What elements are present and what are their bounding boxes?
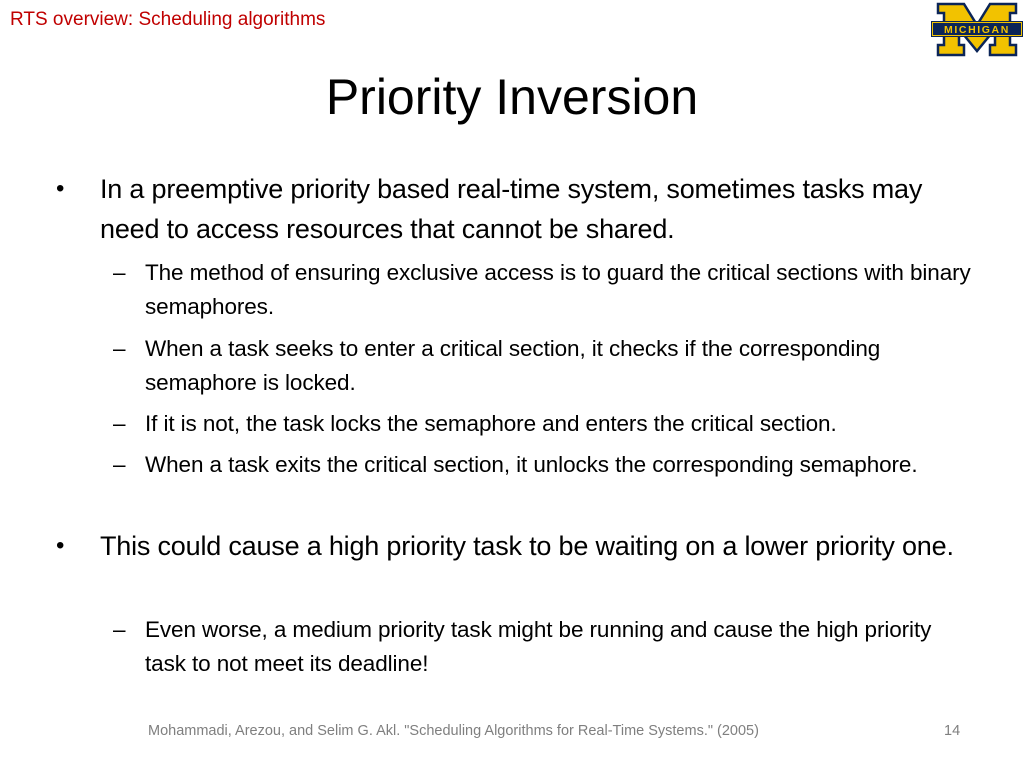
sub-bullet-1-1 [113, 256, 975, 324]
sub-bullet-dash: – [113, 452, 126, 477]
slide-title: Priority Inversion [325, 69, 699, 125]
section-header: RTS overview: Scheduling algorithms [10, 9, 326, 30]
page-number: 14 [944, 723, 961, 739]
sub-bullet-1-4-text: When a task exits the critical section, it unlocks the corresponding semaphore. [145, 452, 918, 477]
bullet-1-text: In a preemptive priority based real-time system, sometimes tasks may need to access resources that cannot be shared. [100, 174, 923, 244]
bullet-dot: • [56, 532, 65, 559]
sub-bullet-dash: – [113, 336, 126, 361]
bullet-1 [56, 169, 980, 249]
sub-bullet-1-1-text: The method of ensuring exclusive access is to guard the critical sections with binary semaphores. [145, 260, 971, 319]
sub-bullet-2-1 [113, 613, 975, 681]
sub-bullet-dash: – [113, 617, 126, 642]
bullet-dot: • [56, 175, 65, 202]
michigan-logo [930, 1, 1024, 59]
sub-bullet-dash: – [113, 411, 126, 436]
bullet-2 [56, 526, 980, 566]
footer-citation: Mohammadi, Arezou, and Selim G. Akl. "Scheduling Algorithms for Real-Time Systems." (2005) [148, 723, 759, 739]
bullet-2-text: This could cause a high priority task to be waiting on a lower priority one. [100, 531, 954, 561]
sub-bullet-1-2 [113, 332, 975, 400]
sub-bullet-2-1-text: Even worse, a medium priority task might be running and cause the high priority task to not meet its deadline! [145, 617, 932, 676]
sub-bullet-1-4 [113, 448, 975, 482]
sub-bullet-1-2-text: When a task seeks to enter a critical section, it checks if the corresponding semaphore is locked. [145, 336, 881, 395]
sub-bullet-dash: – [113, 260, 126, 285]
logo-text: MICHIGAN [944, 24, 1010, 36]
sub-bullet-1-3-text: If it is not, the task locks the semaphore and enters the critical section. [145, 411, 837, 436]
sub-bullet-1-3 [113, 407, 975, 441]
